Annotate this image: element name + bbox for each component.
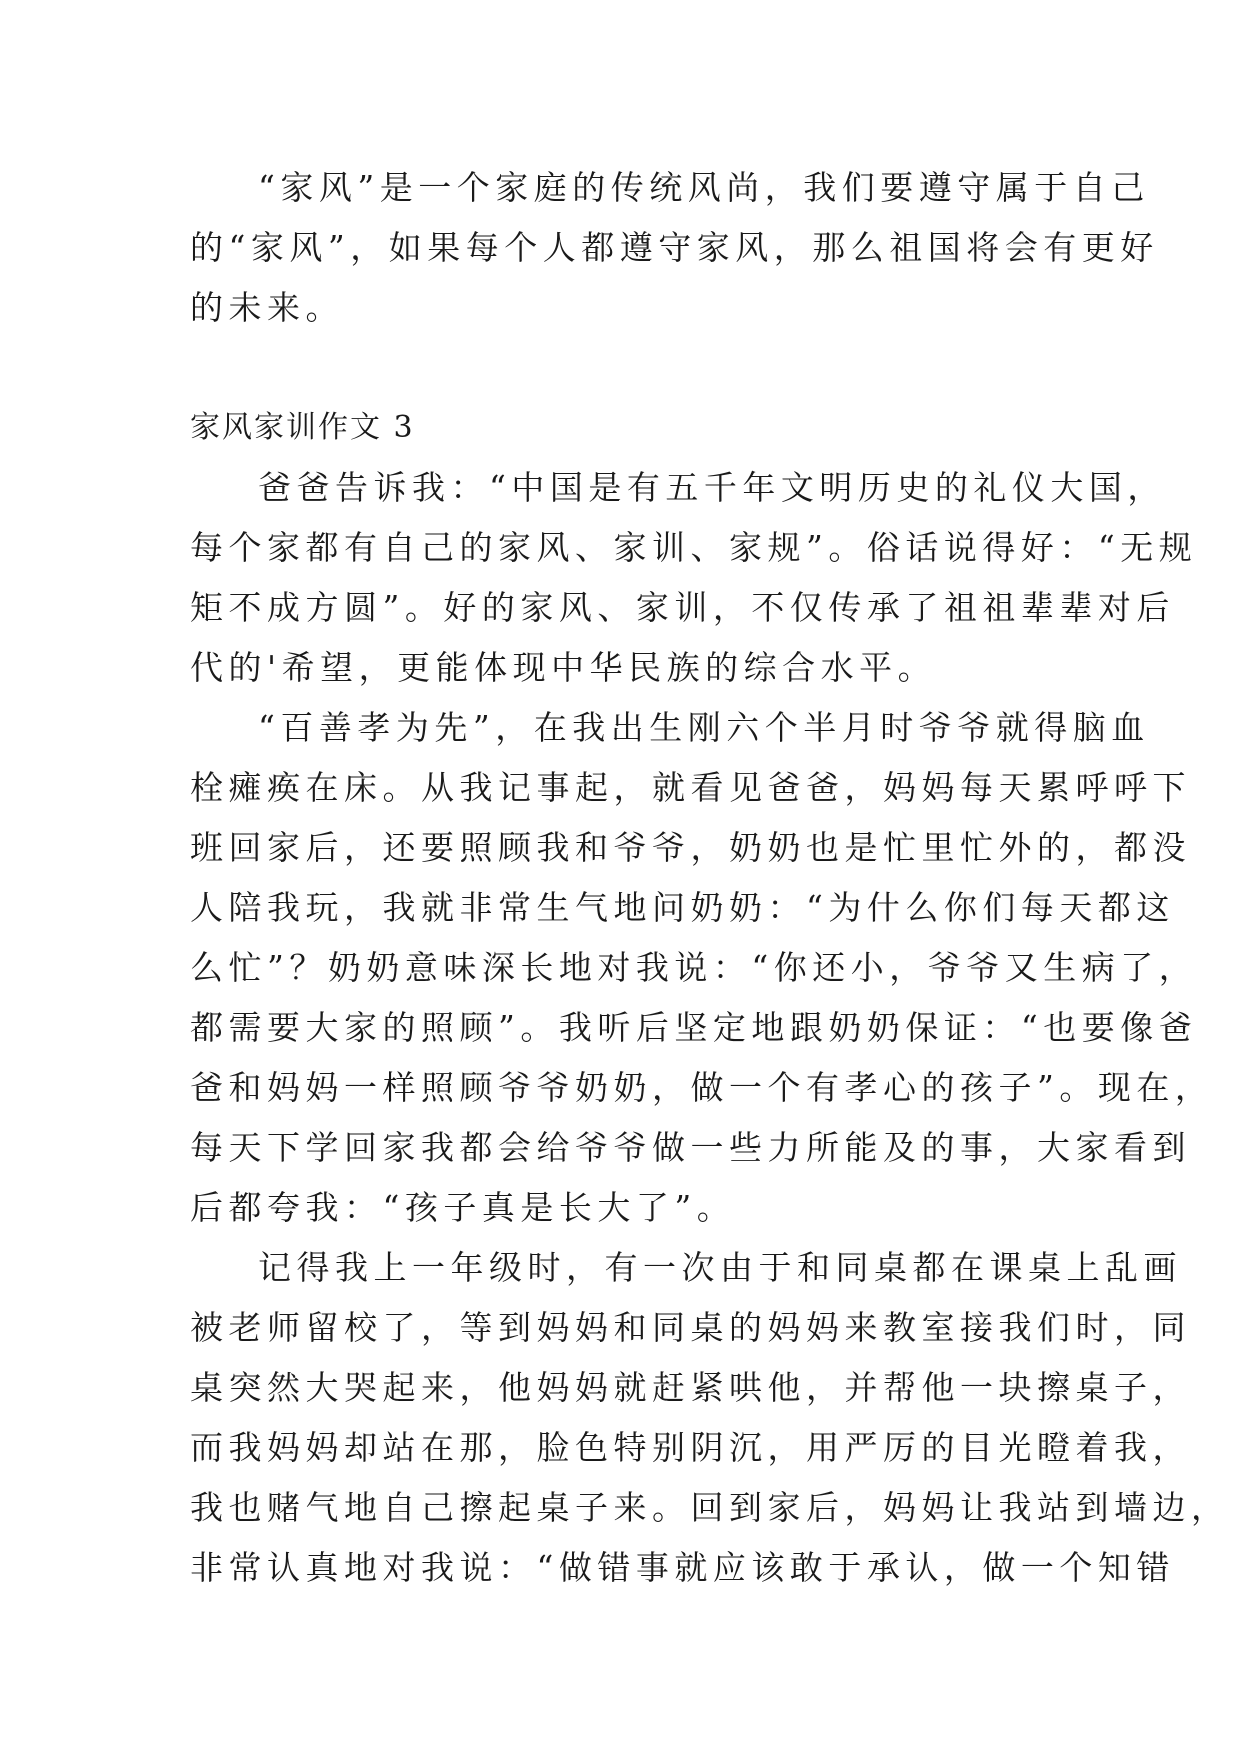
paragraph-line: 记得我上一年级时，有一次由于和同桌都在课桌上乱画	[258, 1248, 1182, 1287]
paragraph-line: 非常认真地对我说：“做错事就应该敢于承认，做一个知错	[190, 1548, 1175, 1587]
paragraph-line: 被老师留校了，等到妈妈和同桌的妈妈来教室接我们时，同	[190, 1308, 1191, 1347]
section-heading: 家风家训作文 3	[190, 410, 415, 445]
paragraph-line: 班回家后，还要照顾我和爷爷，奶奶也是忙里忙外的，都没	[190, 828, 1191, 867]
paragraph-line: 爸爸告诉我：“中国是有五千年文明历史的礼仪大国，	[258, 468, 1166, 507]
paragraph-line: 栓瘫痪在床。从我记事起，就看见爸爸，妈妈每天累呼呼下	[190, 768, 1191, 807]
paragraph-line: 我也赌气地自己擦起桌子来。回到家后，妈妈让我站到墙边，	[190, 1488, 1230, 1527]
paragraph-line: 的“家风”，如果每个人都遵守家风，那么祖国将会有更好	[190, 228, 1159, 267]
paragraph-line: “家风”是一个家庭的传统风尚，我们要遵守属于自己	[258, 168, 1150, 207]
paragraph-line: 后都夸我：“孩子真是长大了”。	[190, 1188, 736, 1227]
paragraph-line: 而我妈妈却站在那，脸色特别阴沉，用严厉的目光瞪着我，	[190, 1428, 1191, 1467]
paragraph-line: “百善孝为先”，在我出生刚六个半月时爷爷就得脑血	[258, 708, 1150, 747]
paragraph-line: 的未来。	[190, 288, 344, 327]
paragraph-line: 爸和妈妈一样照顾爷爷奶奶，做一个有孝心的孩子”。现在，	[190, 1068, 1214, 1107]
paragraph-line: 么忙”？奶奶意味深长地对我说：“你还小，爷爷又生病了，	[190, 948, 1198, 987]
paragraph-line: 人陪我玩，我就非常生气地问奶奶：“为什么你们每天都这	[190, 888, 1175, 927]
paragraph-line: 代的'希望，更能体现中华民族的综合水平。	[190, 648, 937, 687]
paragraph-line: 都需要大家的照顾”。我听后坚定地跟奶奶保证：“也要像爸	[190, 1008, 1198, 1047]
paragraph-line: 矩不成方圆”。好的家风、家训，不仅传承了祖祖辈辈对后	[190, 588, 1175, 627]
paragraph-line: 桌突然大哭起来，他妈妈就赶紧哄他，并帮他一块擦桌子，	[190, 1368, 1191, 1407]
paragraph-line: 每个家都有自己的家风、家训、家规”。俗话说得好：“无规	[190, 528, 1198, 567]
paragraph-line: 每天下学回家我都会给爷爷做一些力所能及的事，大家看到	[190, 1128, 1191, 1167]
